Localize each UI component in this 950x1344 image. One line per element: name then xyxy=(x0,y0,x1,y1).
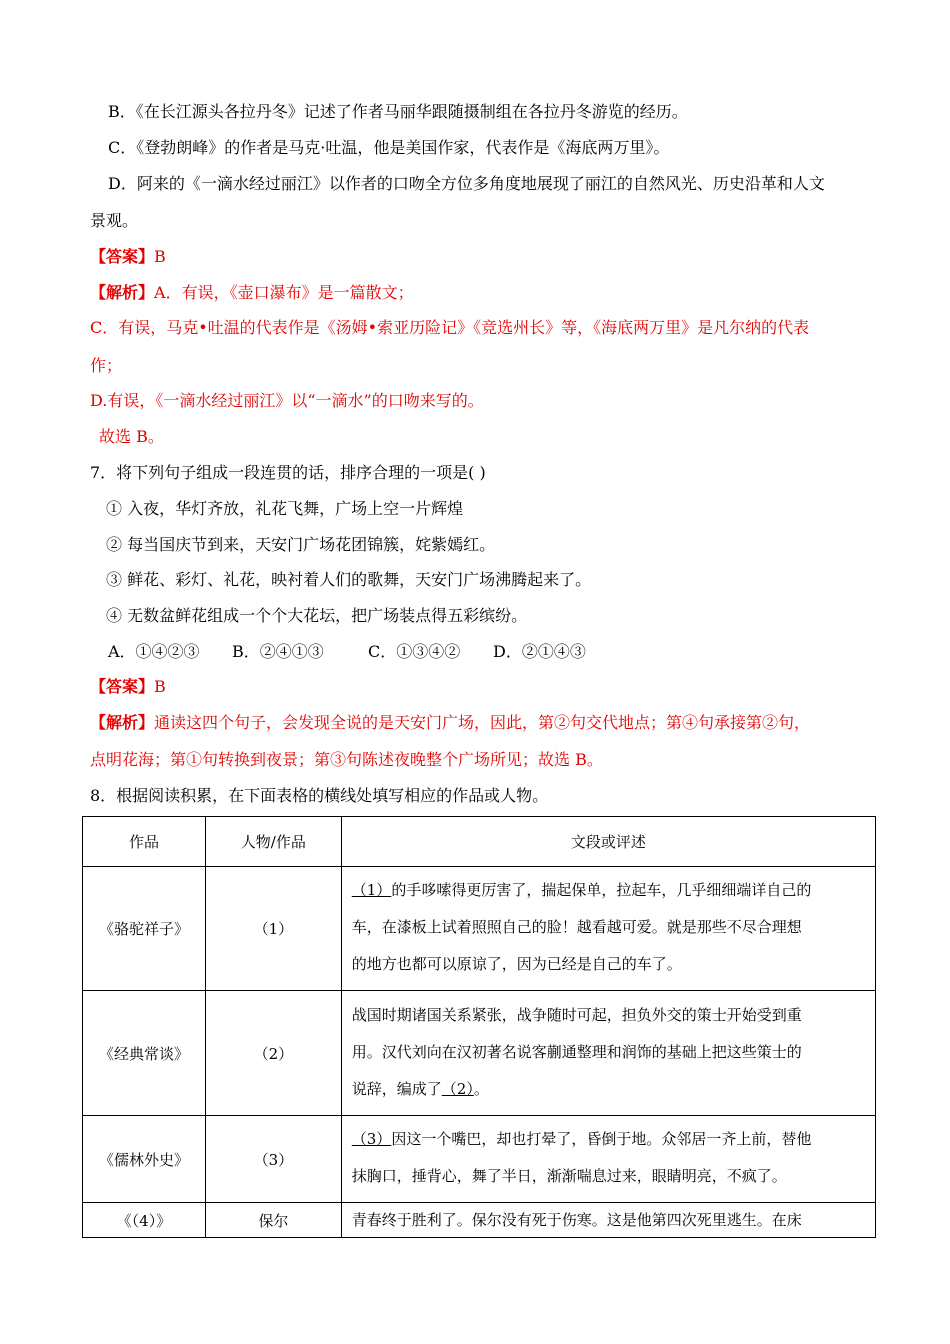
table-row xyxy=(83,1203,876,1238)
q7-sentence-2: ② 每当国庆节到来，天安门广场花团锦簇，姹紫嫣红。 xyxy=(106,535,496,554)
cell-person: （2） xyxy=(205,991,341,1116)
cell-text xyxy=(341,991,875,1116)
header-work: 作品 xyxy=(83,817,206,867)
answer-value: B xyxy=(154,677,166,696)
q6-option-d-line2: 景观。 xyxy=(90,211,139,230)
table-row xyxy=(83,867,876,991)
text-line: 车，在漆板上试着照照自己的脸！越看越可爱。就是那些不尽合理想 xyxy=(351,918,802,936)
q7-option-d: D．②①④③ xyxy=(493,642,586,661)
q6-option-c: C．《登勃朗峰》的作者是马克·吐温，他是美国作家，代表作是《海底两万里》。 xyxy=(108,138,670,157)
cell-text: 青春终于胜利了。保尔没有死于伤寒。这是他第四次死里逃生。在床 xyxy=(341,1203,875,1238)
analysis-text: A．有误，《壶口瀑布》是一篇散文； xyxy=(154,283,414,302)
table-row xyxy=(83,1116,876,1203)
analysis-label: 【解析】 xyxy=(90,283,155,302)
text-segment: 的手哆嗦得更厉害了，揣起保单，拉起车，几乎细细端详自己的 xyxy=(391,881,812,899)
q7-sentence-3: ③ 鲜花、彩灯、礼花，映衬着人们的歌舞，天安门广场沸腾起来了。 xyxy=(106,570,592,589)
cell-person: （1） xyxy=(205,867,341,991)
cell-work: 《骆驼祥子》 xyxy=(83,867,206,991)
cell-work: 《（4）》 xyxy=(83,1203,206,1238)
text-line: 的地方也都可以原谅了，因为已经是自己的车了。 xyxy=(351,955,682,973)
analysis-text: 通读这四个句子，会发现全说的是天安门广场，因此，第②句交代地点；第④句承接第②句， xyxy=(154,713,811,732)
q7-option-a: A．①④②③ xyxy=(108,642,200,661)
q6-option-b: B．《在长江源头各拉丹冬》记述了作者马丽华跟随摄制组在各拉丹冬游览的经历。 xyxy=(108,102,688,121)
text-segment: 因这一个嘴巴，却也打晕了，昏倒于地。众邻居一齐上前，替他 xyxy=(391,1130,812,1148)
cell-work: 《经典常谈》 xyxy=(83,991,206,1116)
q7-sentence-1: ① 入夜，华灯齐放，礼花飞舞，广场上空一片辉煌 xyxy=(106,499,464,518)
cell-work: 《儒林外史》 xyxy=(83,1116,206,1203)
cell-person: 保尔 xyxy=(205,1203,341,1238)
q7-stem: 7．将下列句子组成一段连贯的话，排序合理的一项是( ) xyxy=(90,463,486,482)
q6-analysis-line4: D.有误，《一滴水经过丽江》以“一滴水”的口吻来写的。 xyxy=(90,391,484,410)
answer-value: B xyxy=(154,247,166,266)
text-segment: 。 xyxy=(473,1079,489,1098)
q6-analysis-line5: 故选 B。 xyxy=(99,427,164,446)
text-line: 抹胸口，捶背心，舞了半日，渐渐喘息过来，眼睛明亮，不疯了。 xyxy=(351,1167,787,1185)
answer-blank: （3） xyxy=(351,1130,392,1148)
q6-answer xyxy=(90,247,166,267)
text-line: 用。汉代刘向在汉初著名说客蒯通整理和润饰的基础上把这些策士的 xyxy=(351,1042,802,1061)
q7-answer xyxy=(90,677,166,697)
q7-option-b: B．②④①③ xyxy=(232,642,324,661)
cell-person: （3） xyxy=(205,1116,341,1203)
q7-analysis-line1 xyxy=(90,713,810,733)
reading-table xyxy=(82,816,876,1238)
answer-blank: （1） xyxy=(351,881,392,899)
answer-blank: （2） xyxy=(441,1079,474,1098)
text-line: 战国时期诸国关系紧张，战争随时可起，担负外交的策士开始受到重 xyxy=(351,1005,802,1024)
header-text: 文段或评述 xyxy=(341,817,875,867)
q6-option-d-line1: D．阿来的《一滴水经过丽江》以作者的口吻全方位多角度地展现了丽江的自然风光、历史沿革和人文 xyxy=(108,174,825,193)
q6-analysis-line3: 作； xyxy=(90,356,123,375)
header-person: 人物/作品 xyxy=(205,817,341,867)
q6-analysis-line2: C．有误，马克•吐温的代表作是《汤姆•索亚历险记》《竞选州长》等，《海底两万里》是凡尔纳的代表 xyxy=(90,318,810,337)
table-header-row xyxy=(83,817,876,867)
q8-stem: 8．根据阅读积累，在下面表格的横线处填写相应的作品或人物。 xyxy=(90,786,549,805)
cell-text xyxy=(341,867,875,991)
table-row xyxy=(83,991,876,1116)
answer-label: 【答案】 xyxy=(90,677,155,696)
cell-text xyxy=(341,1116,875,1203)
q7-option-c: C．①③④② xyxy=(368,642,461,661)
q7-sentence-4: ④ 无数盆鲜花组成一个个大花坛，把广场装点得五彩缤纷。 xyxy=(106,606,528,625)
answer-label: 【答案】 xyxy=(90,247,155,266)
analysis-label: 【解析】 xyxy=(90,713,155,732)
text-segment: 说辞，编成了 xyxy=(351,1079,442,1098)
q7-analysis-line2: 点明花海；第①句转换到夜景；第③句陈述夜晚整个广场所见；故选 B。 xyxy=(90,750,603,769)
q6-analysis-line1 xyxy=(90,283,414,303)
